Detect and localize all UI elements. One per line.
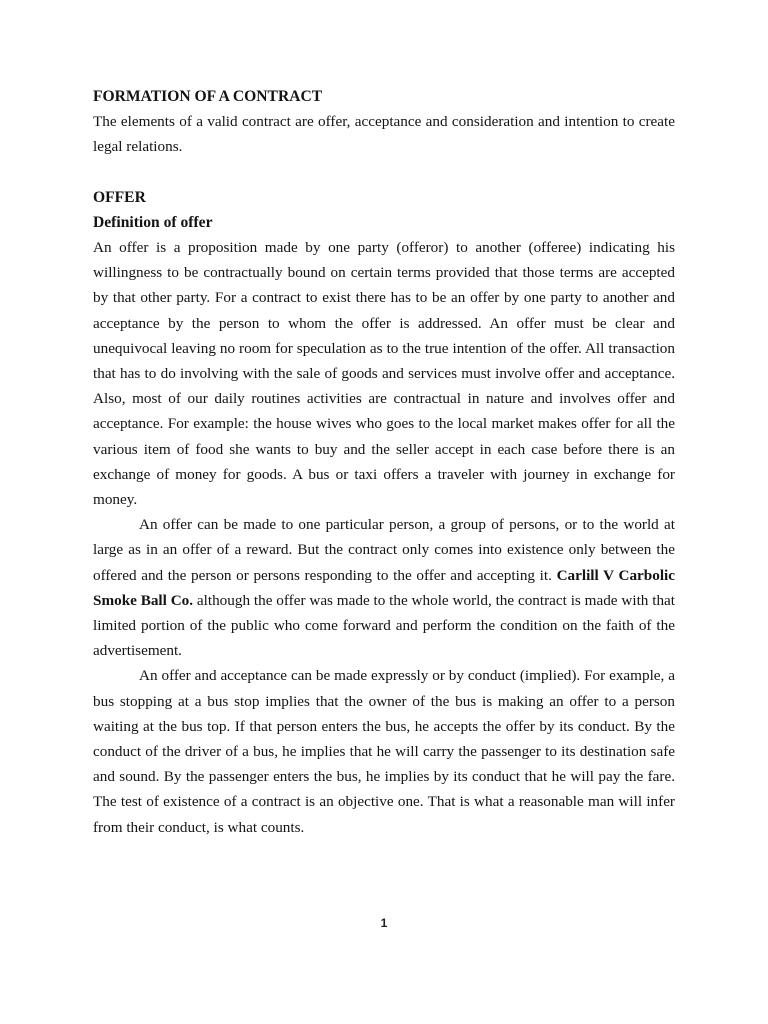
section-spacer (93, 160, 675, 185)
document-page (93, 84, 675, 840)
offer-paragraph-2-start: An offer can be made to one particular person, a group of persons, or to the world at large as in an offer of a reward. But the contract only comes into existence only between the offered and the person or persons responding to the offer and accepting it. (93, 516, 675, 584)
offer-heading: OFFER (93, 188, 146, 206)
document-title: FORMATION OF A CONTRACT (93, 88, 323, 105)
offer-paragraph-1: An offer is a proposition made by one party (offeror) to another (offeree) indicating his willingness to be contractually bound on certain terms provided that those terms are accepted by that other party. For a contract to exist there has to be an offer by one party to another and acceptance by the person to whom the offer is addressed. An offer must be clear and unequivocal leaving no room for speculation as to the true intention of the offer. All transaction that has to do involving with the sale of goods and services must involve offer and acceptance. Also, most of our daily routines activities are contractual in nature and involves offer and acceptance. For example: the house wives who goes to the local market makes offer for all the various item of food she wants to buy and the seller accept in each case before there is an exchange of money for goods. A bus or taxi offers a traveler with journey in exchange for money. (93, 239, 675, 509)
case-citation: Carlill V Carbolic Smoke Ball Co. (93, 566, 675, 609)
offer-definition-subheading: Definition of offer (93, 213, 213, 231)
offer-paragraph-2 (93, 512, 675, 663)
intro-paragraph: The elements of a valid contract are offer, acceptance and consideration and intention to create legal relations. (93, 113, 675, 156)
page-number: 1 (380, 916, 388, 930)
offer-paragraph-3: An offer and acceptance can be made expressly or by conduct (implied). For example, a bus stopping at a bus stop implies that the owner of the bus is making an offer to a person waiting at the bus top. If that person enters the bus, he accepts the offer by its conduct. By the conduct of the driver of a bus, he implies that he will carry the passenger to its destination safe and sound. By the passenger enters the bus, he implies by its conduct that he will pay the fare. The test of existence of a contract is an objective one. That is what a reasonable man will infer from their conduct, is what counts. (93, 667, 675, 836)
offer-paragraph-2-end: although the offer was made to the whole world, the contract is made with that limited portion of the public who come forward and perform the condition on the faith of the advertisement. (93, 591, 675, 660)
